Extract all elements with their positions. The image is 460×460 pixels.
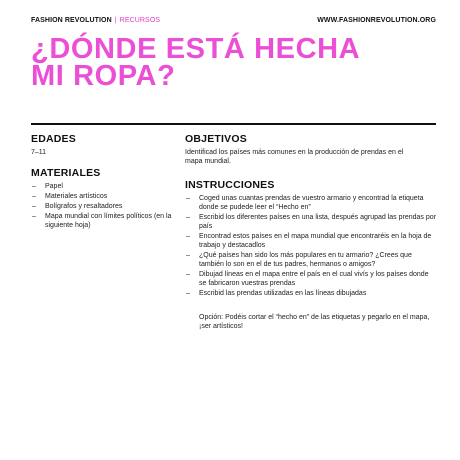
website-url: WWW.FASHIONREVOLUTION.ORG	[317, 17, 436, 24]
list-item: – Dibujad líneas en el mapa entre el país en el cual vivís y los países donde se fabricaron vuestras prendas	[185, 270, 437, 288]
list-item: – Materiales artísticos	[31, 192, 181, 201]
edades-heading: EDADES	[31, 133, 76, 145]
instrucciones-heading: INSTRUCCIONES	[185, 179, 275, 191]
objetivos-heading: OBJETIVOS	[185, 133, 247, 145]
right-column	[185, 133, 437, 331]
page-header	[31, 17, 436, 27]
list-item: – Mapa mundial con límites políticos (en la siguiente hoja)	[31, 212, 181, 230]
list-item: – Escribid las prendas utilizadas en las líneas dibujadas	[185, 289, 437, 298]
title-line-2: MI ROPA?	[31, 60, 176, 92]
option-note: Opción: Podéis cortar el “hecho en” de las etiquetas y pegarlo en el mapa, ¡ser artísticos!	[199, 314, 430, 330]
objetivos-text: Identificad los países más comunes en la producción de prendas en el mapa mundial.	[185, 149, 404, 165]
materiales-list	[31, 182, 181, 230]
instrucciones-list	[185, 194, 437, 298]
brand-name: FASHION REVOLUTION	[31, 17, 112, 24]
section-label: RECURSOS	[119, 17, 161, 24]
list-item: – Escribid los diferentes países en una lista, después agrupad las prendas por país	[185, 213, 437, 231]
list-item: – Coged unas cuantas prendas de vuestro armario y encontrad la etiqueta donde se pudede leer el “Hecho en”	[185, 194, 437, 212]
list-item: – Bolígrafos y resaltadores	[31, 202, 181, 211]
title-line-1: ¿DÓNDE ESTÁ HECHA	[31, 33, 361, 65]
list-item: – Encontrad estos países en el mapa mundial que encontraréis en la hoja de trabajo y destacadlos	[185, 232, 437, 250]
page-title	[31, 33, 431, 92]
header-brand-group	[31, 17, 160, 24]
edades-value: 7–11	[31, 149, 47, 156]
left-column	[31, 133, 181, 231]
divider-rule	[31, 123, 436, 125]
header-separator: |	[114, 17, 117, 24]
list-item: – ¿Qué países han sido los más populares en tu armario? ¿Crees que también lo son en el de tus padres, hermanos o amigos?	[185, 251, 437, 269]
list-item: – Papel	[31, 182, 181, 191]
materiales-heading: MATERIALES	[31, 167, 101, 179]
